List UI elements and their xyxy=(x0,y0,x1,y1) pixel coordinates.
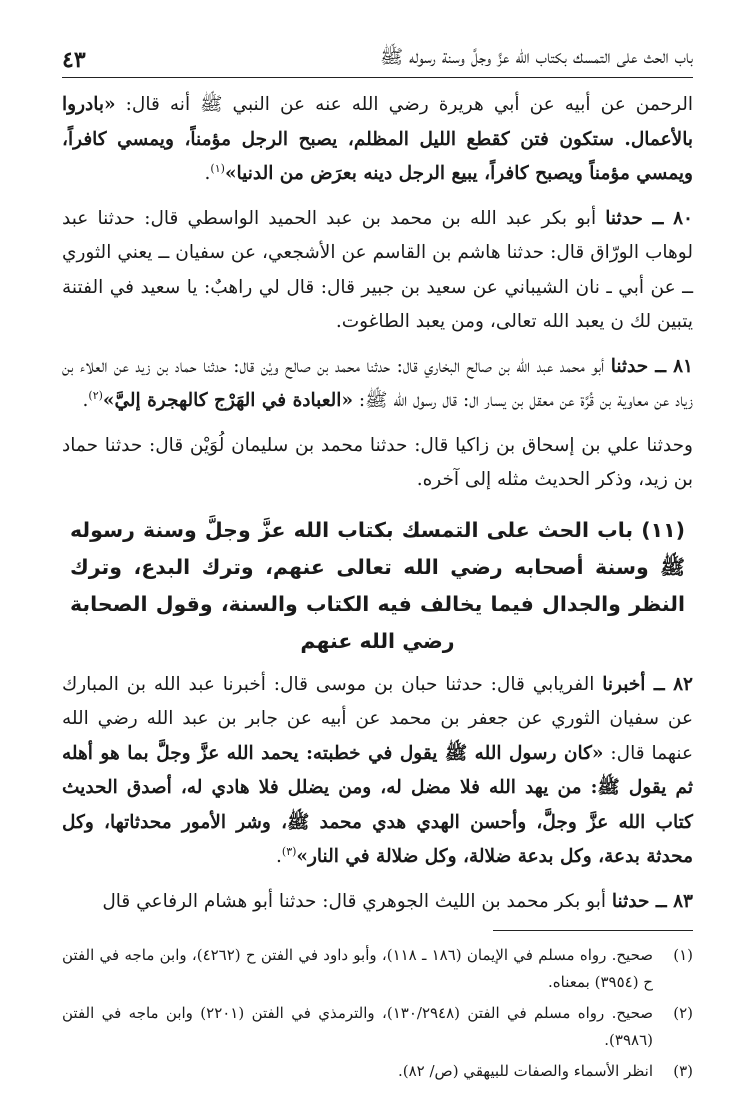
footnote-number: (٢) xyxy=(673,1004,693,1022)
hadith-paragraph xyxy=(62,429,693,498)
running-title: باب الحث على التمسك بكتاب الله عزَّ وجلَّ وسنة رسوله ﷺ xyxy=(380,46,693,68)
footnote-separator xyxy=(493,930,693,931)
paragraph-text: أبو بكر عبد الله بن محمد بن عبد الحميد الواسطي قال: حدثنا عبد لوهاب الورّاق قال: حدثنا هاشم بن القاسم عن الأشجعي، عن سفيان ــ يعني الثوري ــ عن أبي ـ نان الشيباني عن سعيد بن جبير قال: قال لي راهبٌ: يا سعيد في الفتنة يتبين لك ن يعبد الله تعالى، ومن يعبد الطاغوت. xyxy=(62,207,693,332)
footnote-ref: (٣) xyxy=(281,844,297,858)
page-header xyxy=(62,36,693,78)
hadith-number: ٨٢ ــ أخبرنا xyxy=(602,673,693,695)
hadith-number: ٨١ ــ حدثنا xyxy=(610,355,693,377)
paragraph-text: الفريابي قال: حدثنا حبان بن موسى قال: أخبرنا عبد الله بن المبارك عن سفيان الثوري عن جعفر بن محمد عن أبيه عن جابر بن عبد الله رضي الله عنهما قال: xyxy=(62,673,693,764)
hadith-paragraph xyxy=(62,668,693,875)
footnote-text: انظر الأسماء والصفات للبيهقي (ص/ ٨٢). xyxy=(397,1062,653,1080)
paragraph-text: أبو محمد عبد الله بن صالح البخاري قال: حدثنا محمد بن صالح ويْن قال: حدثنا حماد بن زيد عن العلاء بن زياد عن معاوية بن قُرَّة عن معقل بن يسار ال: قال رسول الله ﷺ: xyxy=(62,355,693,411)
main-text xyxy=(62,88,693,929)
paragraph-text: أبو بكر محمد بن الليث الجوهري قال: حدثنا أبو هشام الرفاعي قال xyxy=(102,890,612,912)
footnotes xyxy=(62,942,693,1089)
footnote-ref: (١) xyxy=(210,161,225,175)
footnote-number: (١) xyxy=(673,946,693,964)
paragraph-text: الرحمن عن أبيه عن أبي هريرة رضي الله عنه عن النبي ﷺ أنه قال: xyxy=(115,94,693,115)
footnote-ref: (٢) xyxy=(88,388,103,402)
paragraph-text: وحدثنا علي بن إسحاق بن زاكيا قال: حدثنا محمد بن سليمان لُوَيْن قال: حدثنا حماد بن زيد، وذكر الحديث مثله إلى آخره. xyxy=(62,434,693,490)
paragraph-tail: . xyxy=(82,390,89,411)
paragraph-tail: . xyxy=(276,846,282,867)
hadith-paragraph: الرحمن عن أبيه عن أبي هريرة رضي الله عنه عن النبي ﷺ أنه قال: «بادروا بالأعمال. ستكون فتن كقطع الليل المظلم، يصبح الرجل مؤمناً، ويمسي كافراً، ويمسي مؤمناً ويصبح كافراً، يبيع الرجل دينه بعرَض من الدنيا»$^{(١)}$. xyxy=(62,94,693,184)
page-number: ٤٣ xyxy=(62,47,86,73)
footnote-number: (٣) xyxy=(673,1062,693,1080)
footnote xyxy=(62,942,693,996)
hadith-quote: «بادروا بالأعمال. ستكون فتن كقطع الليل المظلم، يصبح الرجل مؤمناً، ويمسي كافراً، ويمسي مؤمناً ويصبح كافراً، يبيع الرجل دينه بعرَض من الدنيا» xyxy=(62,94,693,184)
footnote-text: صحيح. رواه مسلم في الفتن (١٣٠/٢٩٤٨)، والترمذي في الفتن (٢٢٠١) وابن ماجه في الفتن (٣٩٨٦). xyxy=(62,1004,654,1049)
hadith-number: ٨٠ ــ حدثنا xyxy=(605,207,693,229)
footnote-text: صحيح. رواه مسلم في الإيمان (١٨٦ ـ ١١٨)، وأبو داود في الفتن ح (٤٢٦٢)، وابن ماجه في الفتن ح (٣٩٥٤) بمعناه. xyxy=(62,946,653,991)
chapter-heading: (١١) باب الحث على التمسك بكتاب الله عزَّ وجلَّ وسنة رسوله ﷺ وسنة أصحابه رضي الله تعالى عنهم، وترك البدع، وترك النظر والجدال فيما يخالف فيه الكتاب والسنة، وقول الصحابة رضي الله عنهم xyxy=(70,517,685,653)
footnote xyxy=(62,1058,693,1085)
footnote xyxy=(62,1000,693,1054)
hadith-number: ٨٣ ــ حدثنا xyxy=(611,890,693,912)
hadith-paragraph xyxy=(62,202,693,340)
hadith-paragraph xyxy=(62,885,693,920)
hadith-quote: «كان رسول الله ﷺ يقول في خطبته: يحمد الله عزَّ وجلَّ بما هو أهله ثم يقول ﷺ: من يهد الله فلا مضل له، ومن يضلل فلا هادي له، أصدق الحديث كتاب الله عزَّ وجلَّ، وأحسن الهدي هدي محمد ﷺ، وشر الأمور محدثاتها، وكل محدثة بدعة، وكل بدعة ضلالة، وكل ضلالة في النار» xyxy=(62,742,693,867)
hadith-quote: «العبادة في الهَرْج كالهجرة إليَّ» xyxy=(102,390,354,411)
hadith-paragraph xyxy=(62,350,693,419)
